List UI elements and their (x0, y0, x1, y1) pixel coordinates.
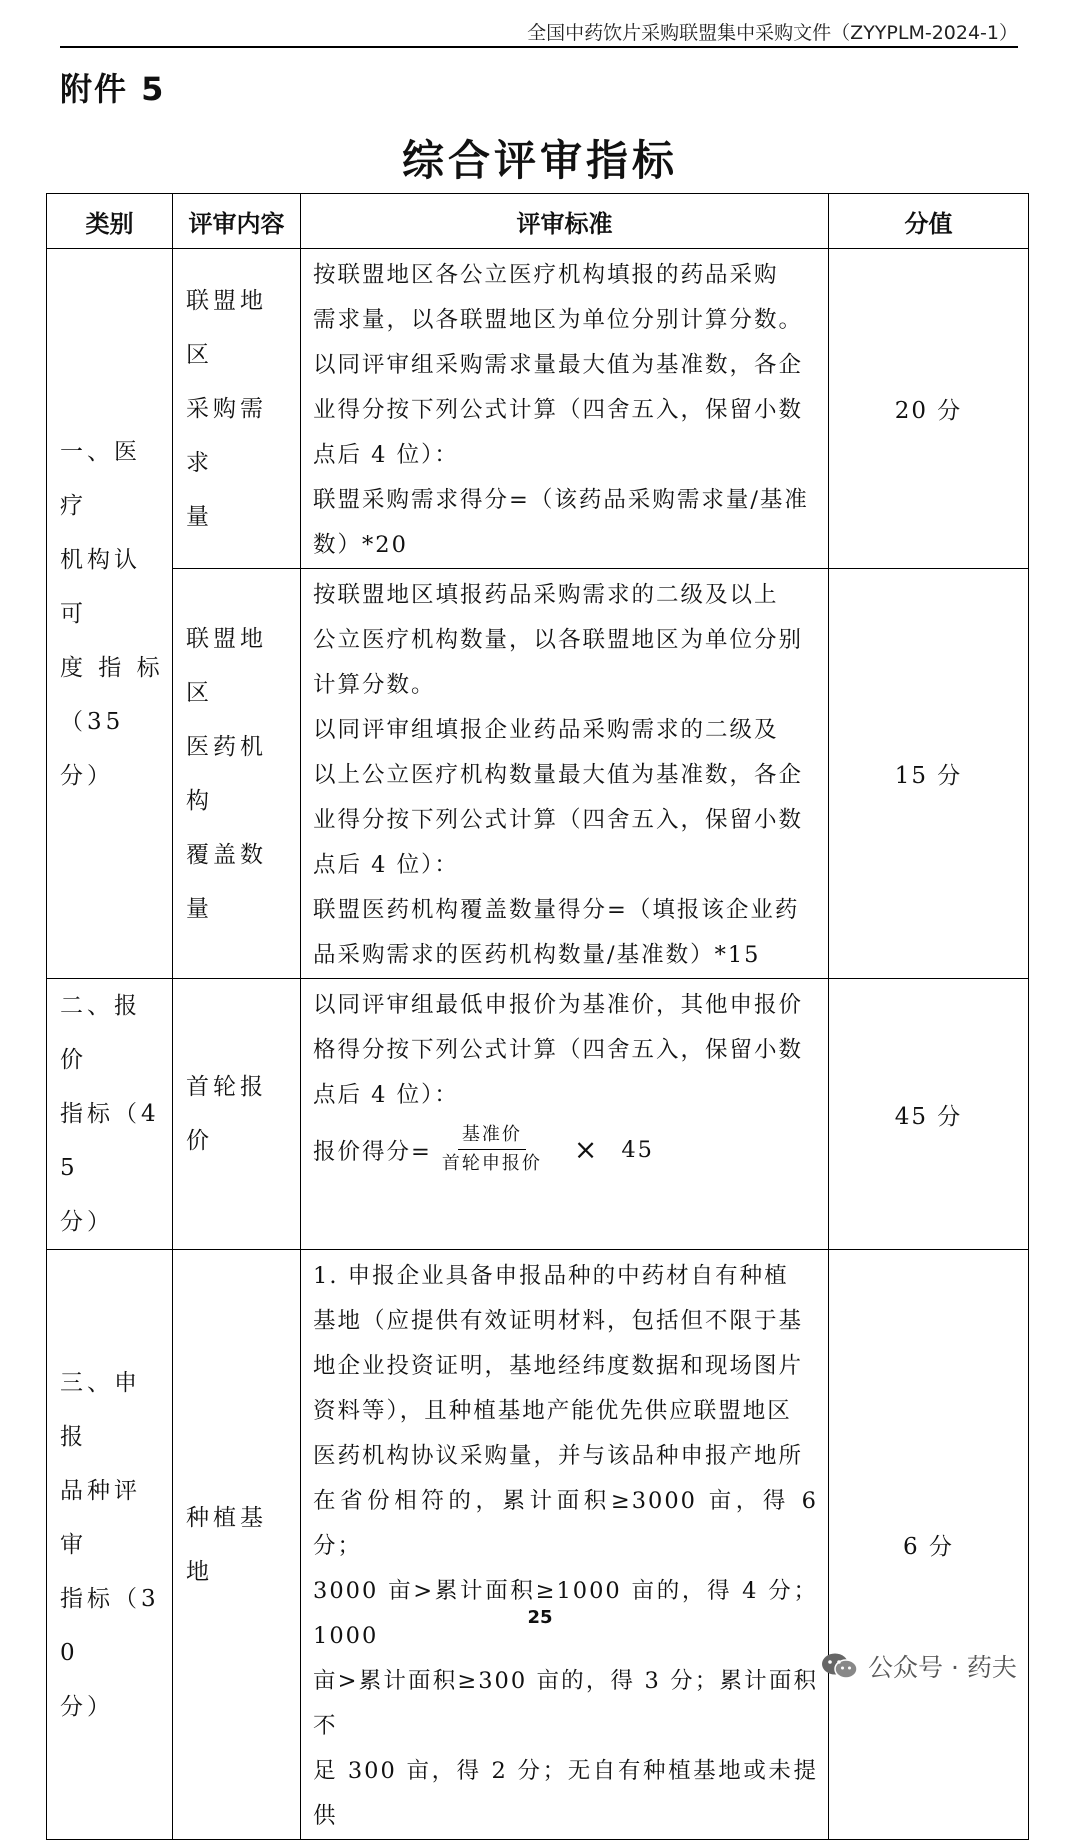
criteria-line: 按联盟地区填报药品采购需求的二级及以上 (313, 582, 779, 608)
category-line: 机构认可 (60, 546, 141, 627)
content-cell (173, 249, 301, 569)
criteria-line: 在省份相符的，累计面积≥3000 亩，得 6 分； (313, 1488, 818, 1559)
criteria-line: 资料等），且种植基地产能优先供应联盟地区 (313, 1398, 792, 1424)
score-cell: 6 分 (829, 1250, 1029, 1840)
header-doc-name: 全国中药饮片采购联盟集中采购文件（ZYYPLM-2024-1） (527, 22, 1018, 44)
table-row (47, 979, 1029, 1250)
score-cell: 15 分 (829, 569, 1029, 979)
category-line: 分） (60, 1209, 114, 1235)
criteria-line: 以同评审组采购需求量最大值为基准数，各企 (313, 352, 804, 378)
category-cell-3 (47, 1250, 173, 1840)
criteria-line: 基地（应提供有效证明材料，包括但不限于基 (313, 1308, 804, 1334)
criteria-line: 格得分按下列公式计算（四舍五入，保留小数 (313, 1037, 804, 1063)
criteria-line: 1. 申报企业具备申报品种的中药材自有种植 (313, 1263, 789, 1289)
content-line: 联盟地区 (186, 287, 267, 368)
category-line: 一、医疗 (60, 438, 141, 519)
criteria-line: 业得分按下列公式计算（四舍五入，保留小数 (313, 397, 804, 423)
criteria-line: 业得分按下列公式计算（四舍五入，保留小数 (313, 807, 804, 833)
content-line: 量 (186, 503, 213, 530)
category-cell-1 (47, 249, 173, 979)
criteria-line: 联盟采购需求得分=（该药品采购需求量/基准 (313, 487, 809, 513)
criteria-line: 地企业投资证明，基地经纬度数据和现场图片 (313, 1353, 804, 1379)
category-line: 指标（45 (60, 1101, 160, 1181)
category-cell-2 (47, 979, 173, 1250)
category-line: 度 指 标 (60, 654, 164, 681)
formula-numerator: 基准价 (458, 1124, 526, 1150)
criteria-line: 亩>累计面积≥300 亩的，得 3 分；累计面积不 (313, 1668, 818, 1739)
table-header-row (47, 194, 1029, 249)
criteria-line: 点后 4 位）： (313, 442, 459, 468)
criteria-line: 以同评审组最低申报价为基准价，其他申报价 (313, 992, 804, 1018)
header-rule (60, 46, 1018, 48)
category-line: 品种评审 (60, 1477, 141, 1558)
criteria-cell (301, 1250, 829, 1840)
watermark-text: 公众号 · 药夫 (868, 1653, 1017, 1682)
formula-prefix: 报价得分= (313, 1138, 432, 1165)
criteria-cell (301, 249, 829, 569)
content-line: 覆盖数量 (186, 841, 267, 922)
category-line: 三、申报 (60, 1369, 141, 1450)
formula-fraction (438, 1124, 546, 1175)
content-cell (173, 979, 301, 1250)
criteria-line: 足 300 亩，得 2 分；无自有种植基地或未提供 (313, 1758, 818, 1829)
criteria-line: 按联盟地区各公立医疗机构填报的药品采购 (313, 262, 779, 288)
formula-multiplier: 45 (621, 1136, 654, 1163)
criteria-line: 计算分数。 (313, 672, 436, 698)
content-line: 首轮报价 (186, 1074, 267, 1154)
score-cell: 45 分 (829, 979, 1029, 1250)
criteria-line: 需求量，以各联盟地区为单位分别计算分数。 (313, 307, 804, 333)
criteria-line: 公立医疗机构数量，以各联盟地区为单位分别 (313, 627, 804, 653)
criteria-line: 联盟医药机构覆盖数量得分=（填报该企业药 (313, 897, 800, 923)
criteria-cell (301, 569, 829, 979)
content-line: 联盟地区 (186, 625, 267, 706)
formula-denominator: 首轮申报价 (441, 1153, 542, 1174)
criteria-line: 以上公立医疗机构数量最大值为基准数，各企 (313, 762, 804, 788)
category-line: 指标（30 (60, 1585, 160, 1666)
criteria-line: 点后 4 位）： (313, 1082, 459, 1108)
criteria-line: 医药机构协议采购量，并与该品种申报产地所 (313, 1443, 804, 1469)
attachment-label: 附件 5 (60, 70, 166, 108)
criteria-line: 数）*20 (313, 532, 408, 558)
watermark (820, 1648, 1017, 1684)
content-line: 采购需求 (186, 395, 267, 476)
price-score-formula (313, 1124, 818, 1175)
review-table (46, 193, 1029, 1840)
score-cell: 20 分 (829, 249, 1029, 569)
column-header-score: 分值 (829, 194, 1029, 249)
column-header-category: 类别 (47, 194, 173, 249)
criteria-line: 品采购需求的医药机构数量/基准数）*15 (313, 942, 761, 968)
criteria-line: 3000 亩>累计面积≥1000 亩的，得 4 分；1000 (313, 1578, 818, 1649)
column-header-content: 评审内容 (173, 194, 301, 249)
category-line: 二、报价 (60, 993, 141, 1073)
content-line: 种植基地 (186, 1504, 267, 1585)
criteria-line: 点后 4 位）： (313, 852, 459, 878)
criteria-line: 以同评审组填报企业药品采购需求的二级及 (313, 717, 779, 743)
page-number: 25 (527, 1607, 553, 1628)
content-line: 医药机构 (186, 733, 267, 814)
times-icon: × (573, 1133, 600, 1166)
content-cell (173, 569, 301, 979)
criteria-cell (301, 979, 829, 1250)
column-header-criteria: 评审标准 (301, 194, 829, 249)
table-row (47, 1250, 1029, 1840)
table-row (47, 569, 1029, 979)
category-line: 分） (60, 1693, 114, 1720)
page-title: 综合评审指标 (401, 136, 678, 185)
content-cell (173, 1250, 301, 1840)
wechat-icon (820, 1651, 860, 1681)
table-row (47, 249, 1029, 569)
category-line: （35 分） (60, 708, 125, 789)
